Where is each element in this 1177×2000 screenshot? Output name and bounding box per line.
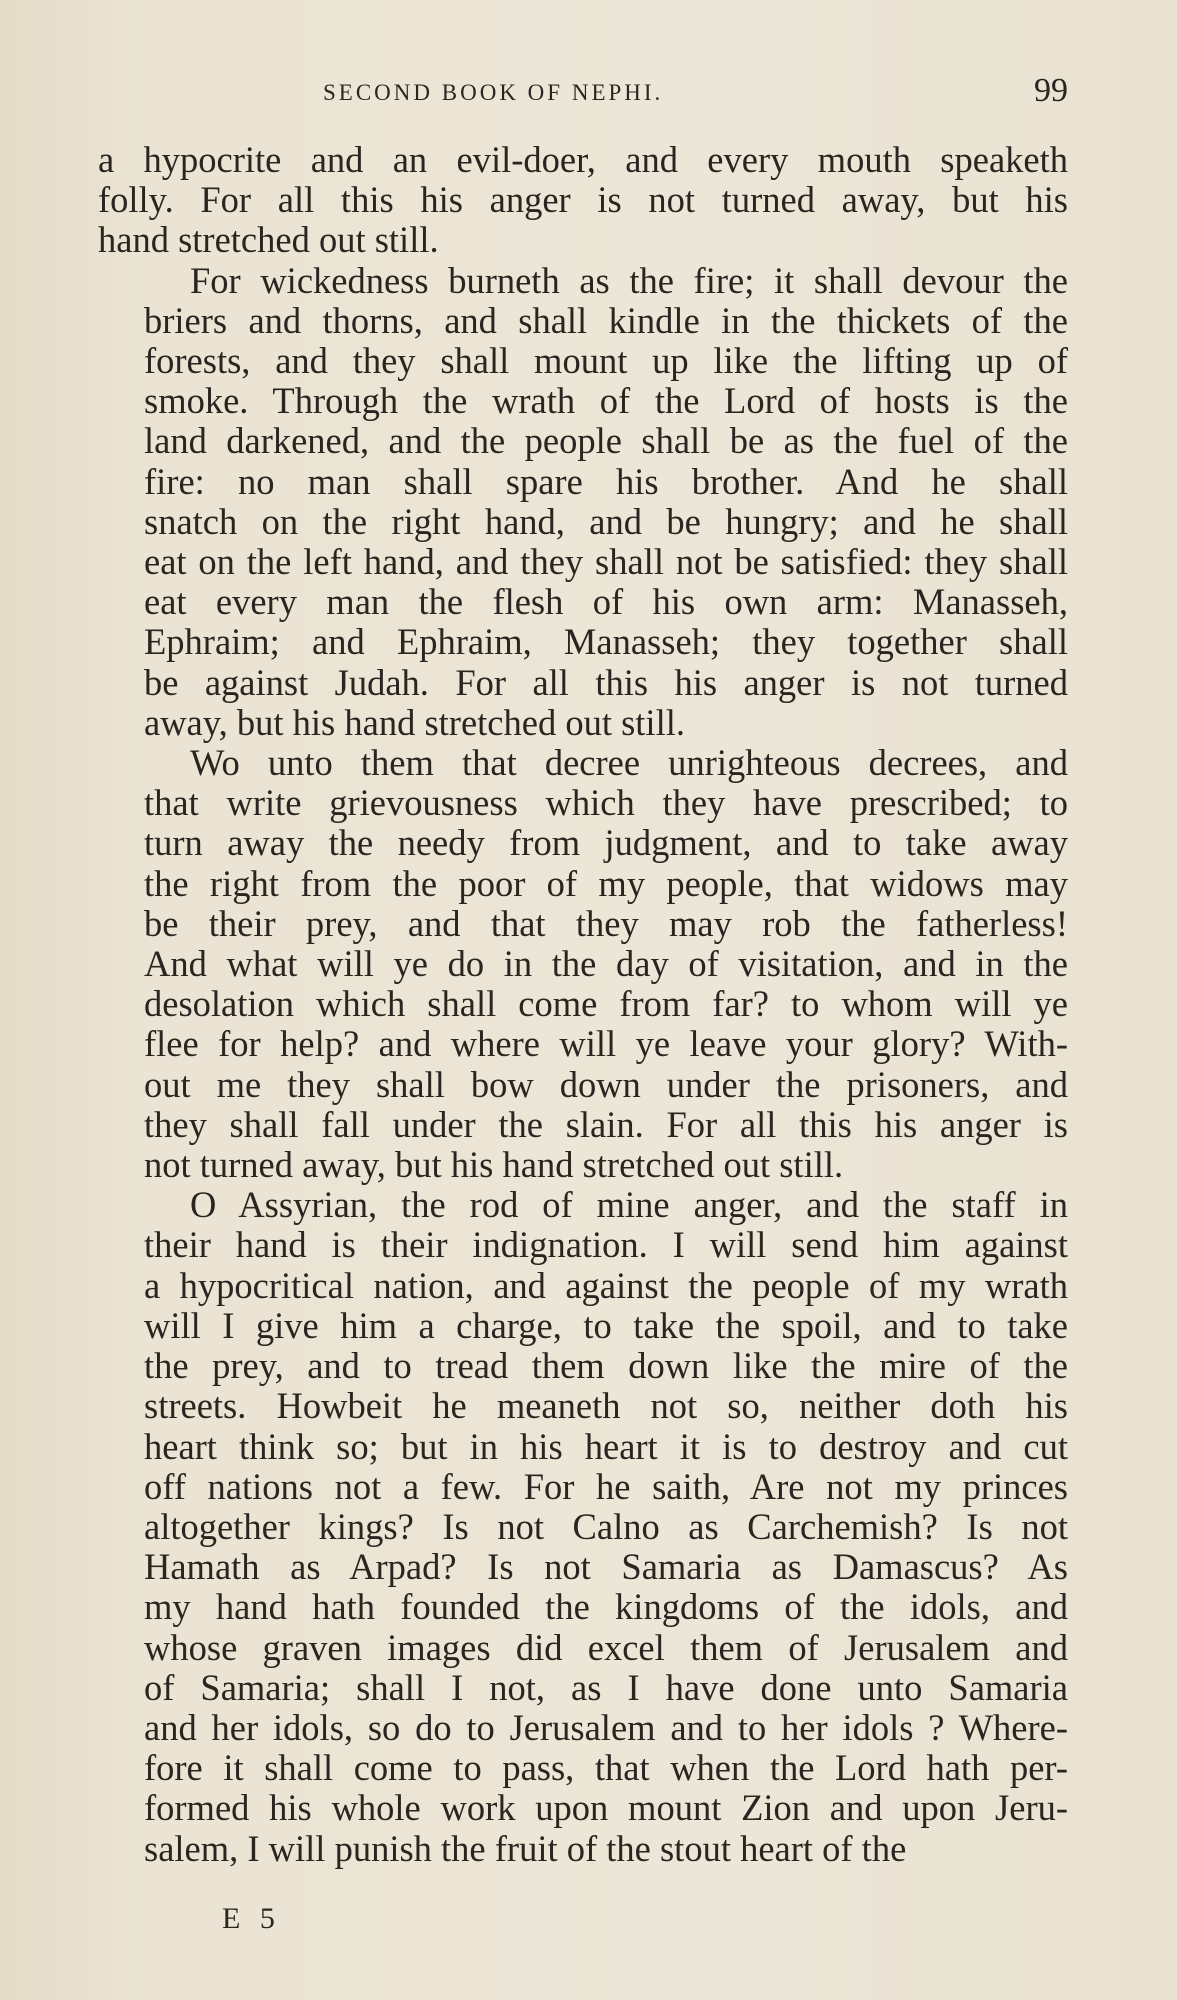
text-line: not turned away, but his hand stretched out still. <box>144 1144 844 1186</box>
text-line: land darkened, and the people shall be as the fuel of the <box>144 420 1068 462</box>
text-line: they shall fall under the slain. For all this his anger is <box>144 1103 1068 1145</box>
text-line: and her idols, so do to Jerusalem and to her idols ? Where- <box>144 1706 1068 1748</box>
text-line: formed his whole work upon mount Zion and upon Jeru- <box>144 1787 1068 1829</box>
paragraph <box>98 743 1068 1185</box>
text-line: of Samaria; shall I not, as I have done unto Samaria <box>144 1666 1068 1708</box>
text-line: a hypocrite and an evil-doer, and every mouth speaketh <box>98 139 1068 180</box>
body-text <box>98 140 1068 1869</box>
text-line: snatch on the right hand, and be hungry; and he shall <box>144 500 1068 542</box>
text-line: off nations not a few. For he saith, Are not my princes <box>144 1465 1068 1507</box>
text-line: flee for help? and where will ye leave your glory? With- <box>144 1023 1068 1065</box>
text-line: a hypocritical nation, and against the people of my wrath <box>144 1264 1068 1306</box>
text-line: desolation which shall come from far? to whom will ye <box>144 983 1068 1025</box>
paragraph <box>98 1185 1068 1868</box>
paragraph <box>98 140 1068 261</box>
text-line: be against Judah. For all this his anger is not turned <box>144 661 1068 703</box>
paragraph <box>98 261 1068 743</box>
page-header <box>98 72 1068 112</box>
text-line: briers and thorns, and shall kindle in the thickets of the <box>144 299 1068 341</box>
text-line: eat on the left hand, and they shall not be satisfied: they shall <box>144 541 1068 583</box>
text-line: altogether kings? Is not Calno as Carchemish? Is not <box>144 1505 1068 1547</box>
text-line: eat every man the flesh of his own arm: Manasseh, <box>144 581 1068 623</box>
signature-mark: E 5 <box>222 1902 281 1935</box>
text-line: Wo unto them that decree unrighteous decrees, and <box>190 742 1068 784</box>
text-line: out me they shall bow down under the prisoners, and <box>144 1063 1068 1105</box>
text-line: turn away the needy from judgment, and to take away <box>144 822 1068 864</box>
text-line: And what will ye do in the day of visitation, and in the <box>144 943 1068 985</box>
text-line: For wickedness burneth as the fire; it shall devour the <box>190 259 1068 301</box>
text-line: the prey, and to tread them down like the mire of the <box>144 1345 1068 1387</box>
text-line: Ephraim; and Ephraim, Manasseh; they together shall <box>144 621 1068 663</box>
text-line: will I give him a charge, to take the spoil, and to take <box>144 1304 1068 1346</box>
text-line: streets. Howbeit he meaneth not so, neither doth his <box>144 1385 1068 1427</box>
text-line: my hand hath founded the kingdoms of the idols, and <box>144 1586 1068 1628</box>
text-line: heart think so; but in his heart it is to destroy and cut <box>144 1425 1068 1467</box>
running-head: SECOND BOOK OF NEPHI. <box>323 80 664 105</box>
text-line: hand stretched out still. <box>98 219 439 261</box>
text-line: their hand is their indignation. I will send him against <box>144 1224 1068 1266</box>
text-line: be their prey, and that they may rob the fatherless! <box>144 902 1068 944</box>
text-line: fire: no man shall spare his brother. And he shall <box>144 460 1068 502</box>
text-line: Hamath as Arpad? Is not Samaria as Damascus? As <box>144 1546 1068 1588</box>
page-number: 99 <box>1034 72 1068 109</box>
text-line: that write grievousness which they have prescribed; to <box>144 782 1068 824</box>
text-line: fore it shall come to pass, that when the Lord hath per- <box>144 1747 1068 1789</box>
text-line: smoke. Through the wrath of the Lord of hosts is the <box>144 380 1068 422</box>
text-line: salem, I will punish the fruit of the stout heart of the <box>144 1827 907 1869</box>
text-line: O Assyrian, the rod of mine anger, and the staff in <box>190 1184 1068 1226</box>
text-line: whose graven images did excel them of Jerusalem and <box>144 1626 1068 1668</box>
text-line: forests, and they shall mount up like the lifting up of <box>144 340 1068 382</box>
text-line: folly. For all this his anger is not turned away, but his <box>98 179 1068 221</box>
text-line: the right from the poor of my people, that widows may <box>144 862 1068 904</box>
text-line: away, but his hand stretched out still. <box>144 701 685 743</box>
